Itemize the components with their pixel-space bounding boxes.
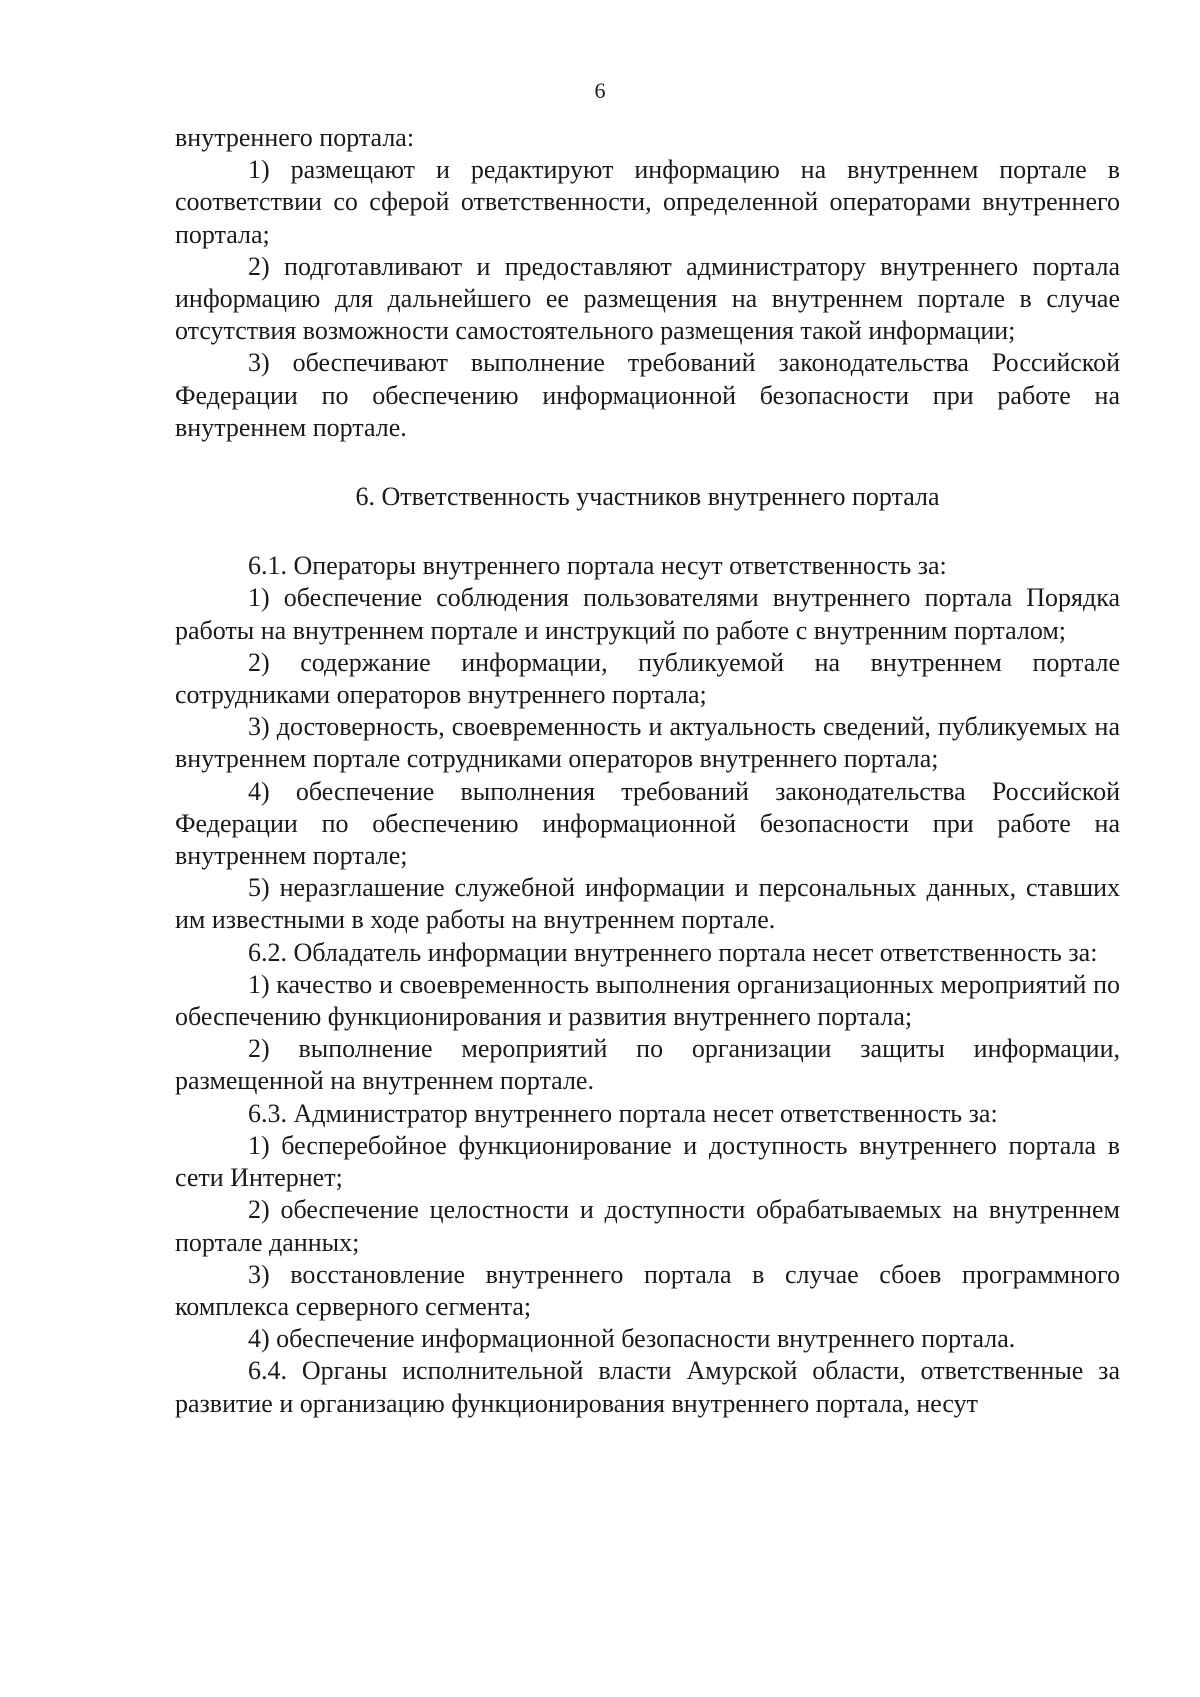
list-item: 1) размещают и редактируют информацию на внутреннем портале в соответствии со сферой ответственности, определенной операторами внутреннего портала; — [175, 155, 1120, 249]
list-item: 2) содержание информации, публикуемой на внутреннем портале сотрудниками операторов внутреннего портала; — [175, 647, 1120, 710]
clause-heading: 6.2. Обладатель информации внутреннего портала несет ответственность за: — [248, 937, 1098, 967]
document-body — [175, 122, 1120, 1420]
paragraph-continuation: внутреннего портала: — [175, 123, 415, 152]
list-item: 2) выполнение мероприятий по организации защиты информации, размещенной на внутреннем портале. — [175, 1034, 1120, 1096]
section-heading: 6. Ответственность участников внутреннего портала — [355, 482, 940, 512]
list-item: 2) подготавливают и предоставляют администратору внутреннего портала информацию для дальнейшего ее размещения на внутреннем портале в случае отсутствия возможности самостоятельного размещения такой информации; — [175, 251, 1120, 346]
list-item: 1) качество и своевременность выполнения организационных мероприятий по обеспечению функционирования и развития внутреннего портала; — [175, 969, 1120, 1032]
clause-heading: 6.1. Операторы внутреннего портала несут ответственность за: — [248, 551, 947, 581]
list-item: 5) неразглашение служебной информации и персональных данных, ставших им известными в ходе работы на внутреннем портале. — [175, 873, 1120, 935]
list-item: 3) обеспечивают выполнение требований законодательства Российской Федерации по обеспечению информационной безопасности при работе на внутреннем портале. — [175, 348, 1120, 442]
list-item: 4) обеспечение выполнения требований законодательства Российской Федерации по обеспечению информационной безопасности при работе на внутреннем портале; — [175, 776, 1120, 871]
page-number: 6 — [594, 78, 606, 103]
list-item: 2) обеспечение целостности и доступности обрабатываемых на внутреннем портале данных; — [175, 1195, 1120, 1257]
list-item: 3) восстановление внутреннего портала в случае сбоев программного комплекса серверного сегмента; — [175, 1259, 1120, 1321]
clause-heading: 6.4. Органы исполнительной власти Амурской области, ответственные за развитие и организацию функционирования внутреннего портала, несут — [175, 1356, 1120, 1418]
clause-heading: 6.3. Администратор внутреннего портала несет ответственность за: — [248, 1098, 998, 1128]
list-item: 1) обеспечение соблюдения пользователями внутреннего портала Порядка работы на внутреннем портале и инструкций по работе с внутренним порталом; — [175, 583, 1120, 645]
list-item: 3) достоверность, своевременность и актуальность сведений, публикуемых на внутреннем портале сотрудниками операторов внутреннего портала; — [175, 712, 1120, 774]
list-item: 4) обеспечение информационной безопасности внутреннего портала. — [248, 1324, 1016, 1354]
list-item: 1) бесперебойное функционирование и доступность внутреннего портала в сети Интернет; — [175, 1130, 1120, 1193]
